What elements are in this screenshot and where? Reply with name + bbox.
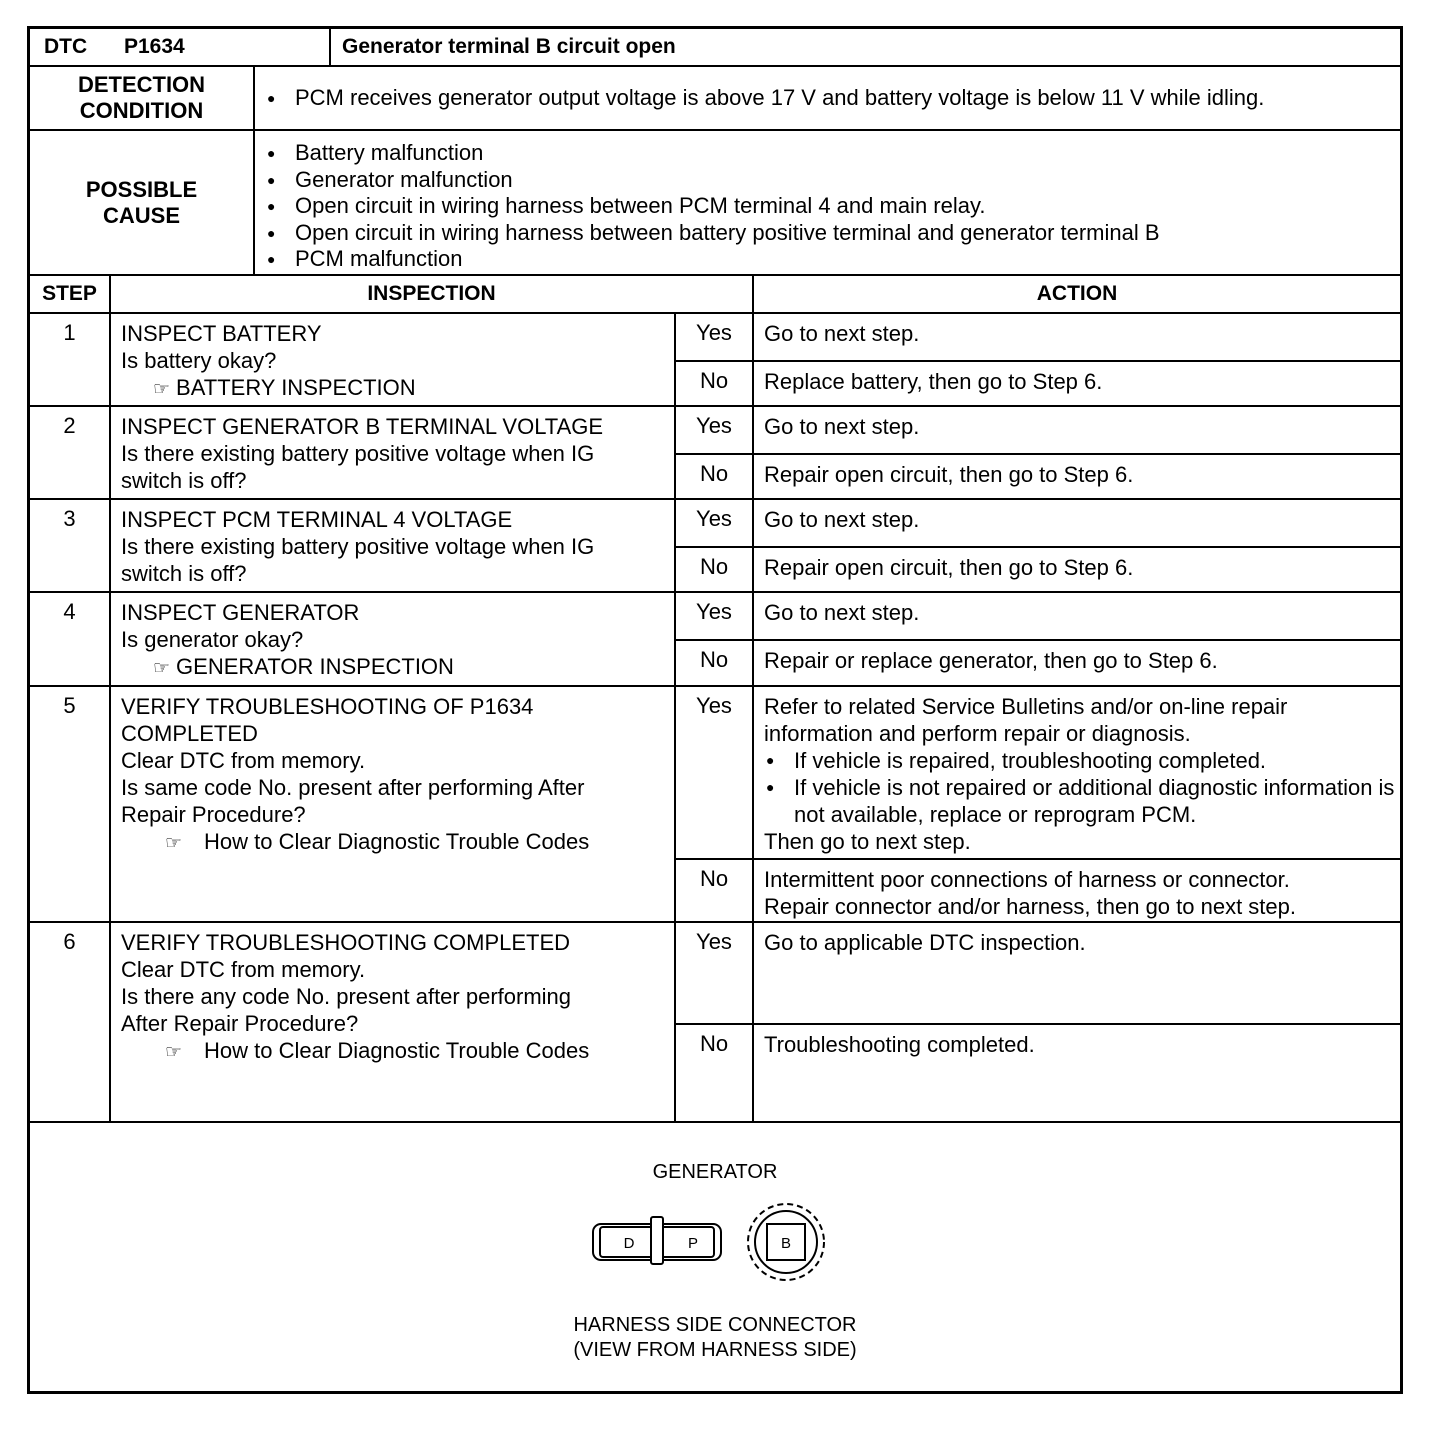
pointing-hand-icon: ☞ <box>153 379 171 400</box>
yes-action: Go to next step. <box>752 407 1400 453</box>
yes-label: Yes <box>674 407 752 453</box>
possible-cause-row <box>30 131 1400 276</box>
column-header-row <box>30 276 1400 314</box>
step-inspection: VERIFY TROUBLESHOOTING COMPLETED Clear DTC from memory. Is there any code No. present after performing After Repair Procedure? ☞ How to Clear Diagnostic Trouble Codes <box>109 923 674 1121</box>
cause-item: ● Open circuit in wiring harness between PCM terminal 4 and main relay. <box>265 193 1400 220</box>
action-bullet: ● If vehicle is not repaired or additional diagnostic information is not available, replace or reprogram PCM. <box>764 774 1400 828</box>
no-label: No <box>674 858 752 921</box>
no-label: No <box>674 453 752 498</box>
cause-item: ● Battery malfunction <box>265 140 1400 167</box>
column-header-action: ACTION <box>752 276 1400 312</box>
step-inspection: INSPECT GENERATOR B TERMINAL VOLTAGE Is there existing battery positive voltage when IG switch is off? <box>109 407 674 498</box>
cause-item: ● Open circuit in wiring harness between battery positive terminal and generator terminal B <box>265 220 1400 247</box>
step-inspection: INSPECT BATTERY Is battery okay? ☞ BATTERY INSPECTION <box>109 314 674 405</box>
step-number: 5 <box>63 693 76 718</box>
action-bullet: ● If vehicle is repaired, troubleshooting completed. <box>764 747 1400 774</box>
yes-action: Go to next step. <box>752 500 1400 546</box>
pointing-hand-icon: ☞ <box>153 658 171 679</box>
yes-label: Yes <box>674 687 752 858</box>
yes-action: Go to next step. <box>752 314 1400 360</box>
no-label: No <box>674 639 752 685</box>
column-header-step: STEP <box>42 282 97 305</box>
connector-diagram <box>585 1197 865 1297</box>
dtc-label: DTC <box>44 35 88 58</box>
no-action: Repair open circuit, then go to Step 6. <box>752 453 1400 498</box>
detection-condition-content <box>253 67 1400 129</box>
yes-action: Go to applicable DTC inspection. <box>752 923 1400 1023</box>
dp-connector <box>593 1217 721 1264</box>
pointing-hand-icon: ☞ <box>165 833 183 854</box>
connector-figure <box>30 1123 1400 1391</box>
terminal-p-label: P <box>687 1235 699 1252</box>
reference-link: How to Clear Diagnostic Trouble Codes <box>204 1038 590 1063</box>
detection-condition-label: DETECTION CONDITION <box>77 72 206 123</box>
yes-action: Refer to related Service Bulletins and/or on-line repair information and perform repair or diagnosis. ● If vehicle is repaired, troubleshooting completed. ● If vehicle is not repaired or additional diagnostic information is not available, replace or reprogram PCM. Then go to next step. <box>752 687 1400 858</box>
reference-link: BATTERY INSPECTION <box>176 375 416 400</box>
reference-link: How to Clear Diagnostic Trouble Codes <box>204 829 590 854</box>
step-row-2 <box>30 407 1400 500</box>
column-header-inspection: INSPECTION <box>109 276 752 312</box>
possible-cause-label: POSSIBLE CAUSE <box>85 176 198 228</box>
no-action: Repair or replace generator, then go to Step 6. <box>752 639 1400 685</box>
yes-label: Yes <box>674 314 752 360</box>
step-number: 6 <box>63 929 76 954</box>
step-row-3 <box>30 500 1400 593</box>
yes-action: Go to next step. <box>752 593 1400 639</box>
no-label: No <box>674 360 752 405</box>
step-number: 1 <box>63 320 76 345</box>
step-number: 4 <box>63 599 76 624</box>
reference-link: GENERATOR INSPECTION <box>176 654 454 679</box>
no-action: Troubleshooting completed. <box>752 1023 1400 1121</box>
no-action: Replace battery, then go to Step 6. <box>752 360 1400 405</box>
figure-title: GENERATOR <box>652 1161 778 1183</box>
step-inspection: VERIFY TROUBLESHOOTING OF P1634 COMPLETED Clear DTC from memory. Is same code No. present after performing After Repair Procedure? ☞ How to Clear Diagnostic Trouble Codes <box>109 687 674 921</box>
step-row-6 <box>30 923 1400 1123</box>
dtc-sheet <box>27 26 1403 1394</box>
cause-item: ● PCM malfunction <box>265 246 1400 273</box>
step-inspection: INSPECT GENERATOR Is generator okay? ☞ GENERATOR INSPECTION <box>109 593 674 685</box>
detection-item: ● PCM receives generator output voltage is above 17 V and battery voltage is below 11 V while idling. <box>265 85 1400 112</box>
step-number: 3 <box>63 506 76 531</box>
dtc-title: Generator terminal B circuit open <box>342 35 676 58</box>
yes-label: Yes <box>674 500 752 546</box>
step-row-4 <box>30 593 1400 687</box>
yes-label: Yes <box>674 593 752 639</box>
possible-cause-content <box>253 131 1400 274</box>
pointing-hand-icon: ☞ <box>165 1042 183 1063</box>
yes-label: Yes <box>674 923 752 1023</box>
header-row <box>30 29 1400 67</box>
no-action: Intermittent poor connections of harness or connector. Repair connector and/or harness, then go to next step. <box>752 858 1400 921</box>
step-row-5 <box>30 687 1400 923</box>
detection-condition-row <box>30 67 1400 131</box>
dtc-code: P1634 <box>124 35 185 58</box>
no-action: Repair open circuit, then go to Step 6. <box>752 546 1400 591</box>
step-inspection: INSPECT PCM TERMINAL 4 VOLTAGE Is there existing battery positive voltage when IG switch is off? <box>109 500 674 591</box>
step-number: 2 <box>63 413 76 438</box>
terminal-b-label: B <box>780 1235 792 1252</box>
step-row-1 <box>30 314 1400 407</box>
no-label: No <box>674 1023 752 1121</box>
no-label: No <box>674 546 752 591</box>
cause-item: ● Generator malfunction <box>265 167 1400 194</box>
figure-caption: HARNESS SIDE CONNECTOR (VIEW FROM HARNESS SIDE) <box>573 1314 857 1361</box>
terminal-d-label: D <box>623 1235 635 1252</box>
